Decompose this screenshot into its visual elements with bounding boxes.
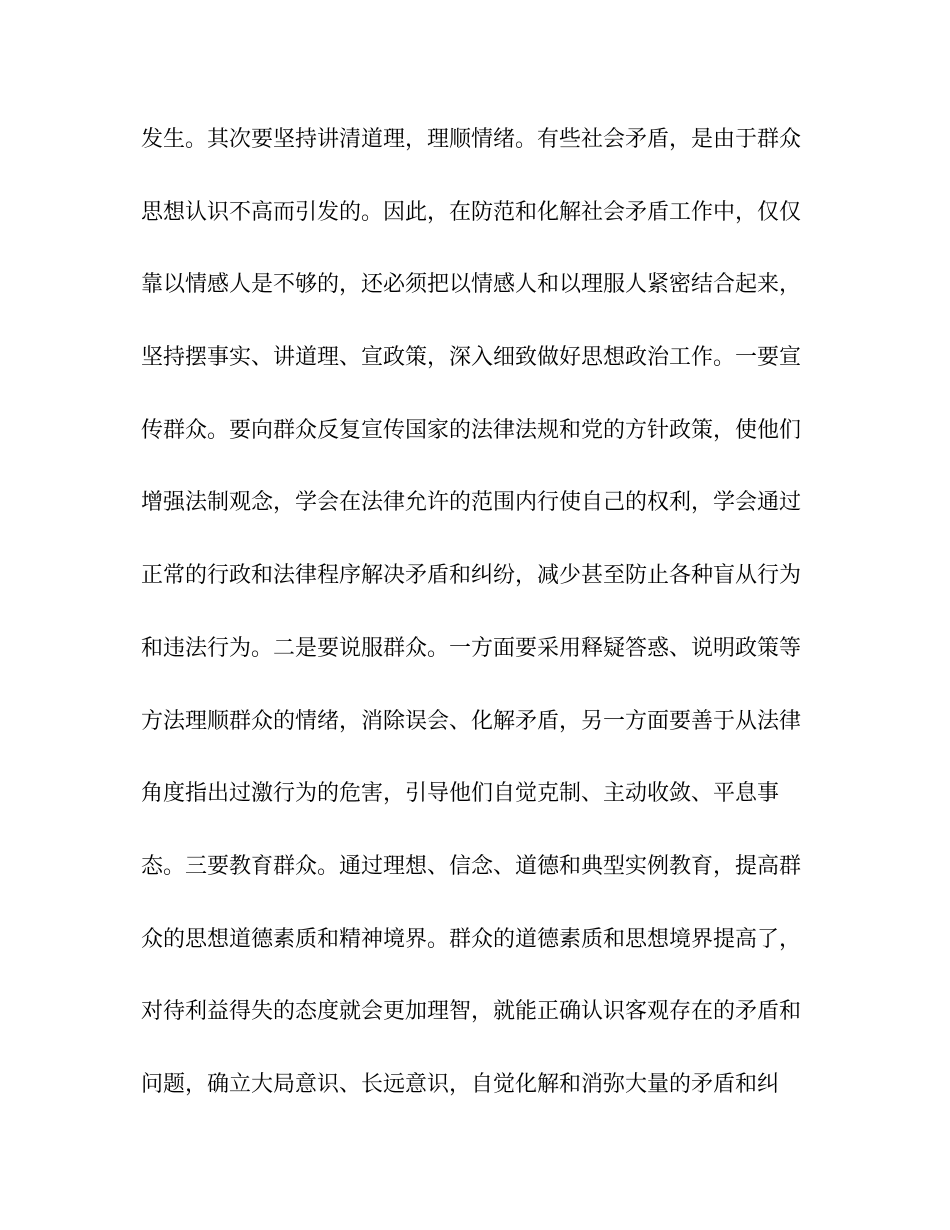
text-line: 角度指出过激行为的危害，引导他们自觉克制、主动收敛、平息事 <box>141 781 780 807</box>
text-line: 思想认识不高而引发的。因此，在防范和化解社会矛盾工作中，仅仅 <box>141 199 802 225</box>
text-line: 靠以情感人是不够的，还必须把以情感人和以理服人紧密结合起来， <box>141 272 802 298</box>
text-line: 众的思想道德素质和精神境界。群众的道德素质和思想境界提高了， <box>141 926 802 952</box>
text-line: 对待利益得失的态度就会更加理智，就能正确认识客观存在的矛盾和 <box>141 999 802 1025</box>
text-line: 和违法行为。二是要说服群众。一方面要采用释疑答惑、说明政策等 <box>141 635 802 661</box>
text-line: 传群众。要向群众反复宣传国家的法律法规和党的方针政策，使他们 <box>141 417 802 443</box>
text-line: 态。三要教育群众。通过理想、信念、道德和典型实例教育，提高群 <box>141 853 802 879</box>
text-line: 方法理顺群众的情绪，消除误会、化解矛盾，另一方面要善于从法律 <box>141 708 802 734</box>
text-line: 问题，确立大局意识、长远意识，自觉化解和消弥大量的矛盾和纠 <box>141 1071 780 1097</box>
text-line: 坚持摆事实、讲道理、宣政策，深入细致做好思想政治工作。一要宣 <box>141 345 802 371</box>
text-line: 正常的行政和法律程序解决矛盾和纠纷，减少甚至防止各种盲从行为 <box>141 563 802 589</box>
text-line: 发生。其次要坚持讲清道理，理顺情绪。有些社会矛盾，是由于群众 <box>141 127 802 152</box>
body-text <box>141 120 801 1138</box>
text-line: 增强法制观念，学会在法律允许的范围内行使自己的权利，学会通过 <box>141 490 802 516</box>
